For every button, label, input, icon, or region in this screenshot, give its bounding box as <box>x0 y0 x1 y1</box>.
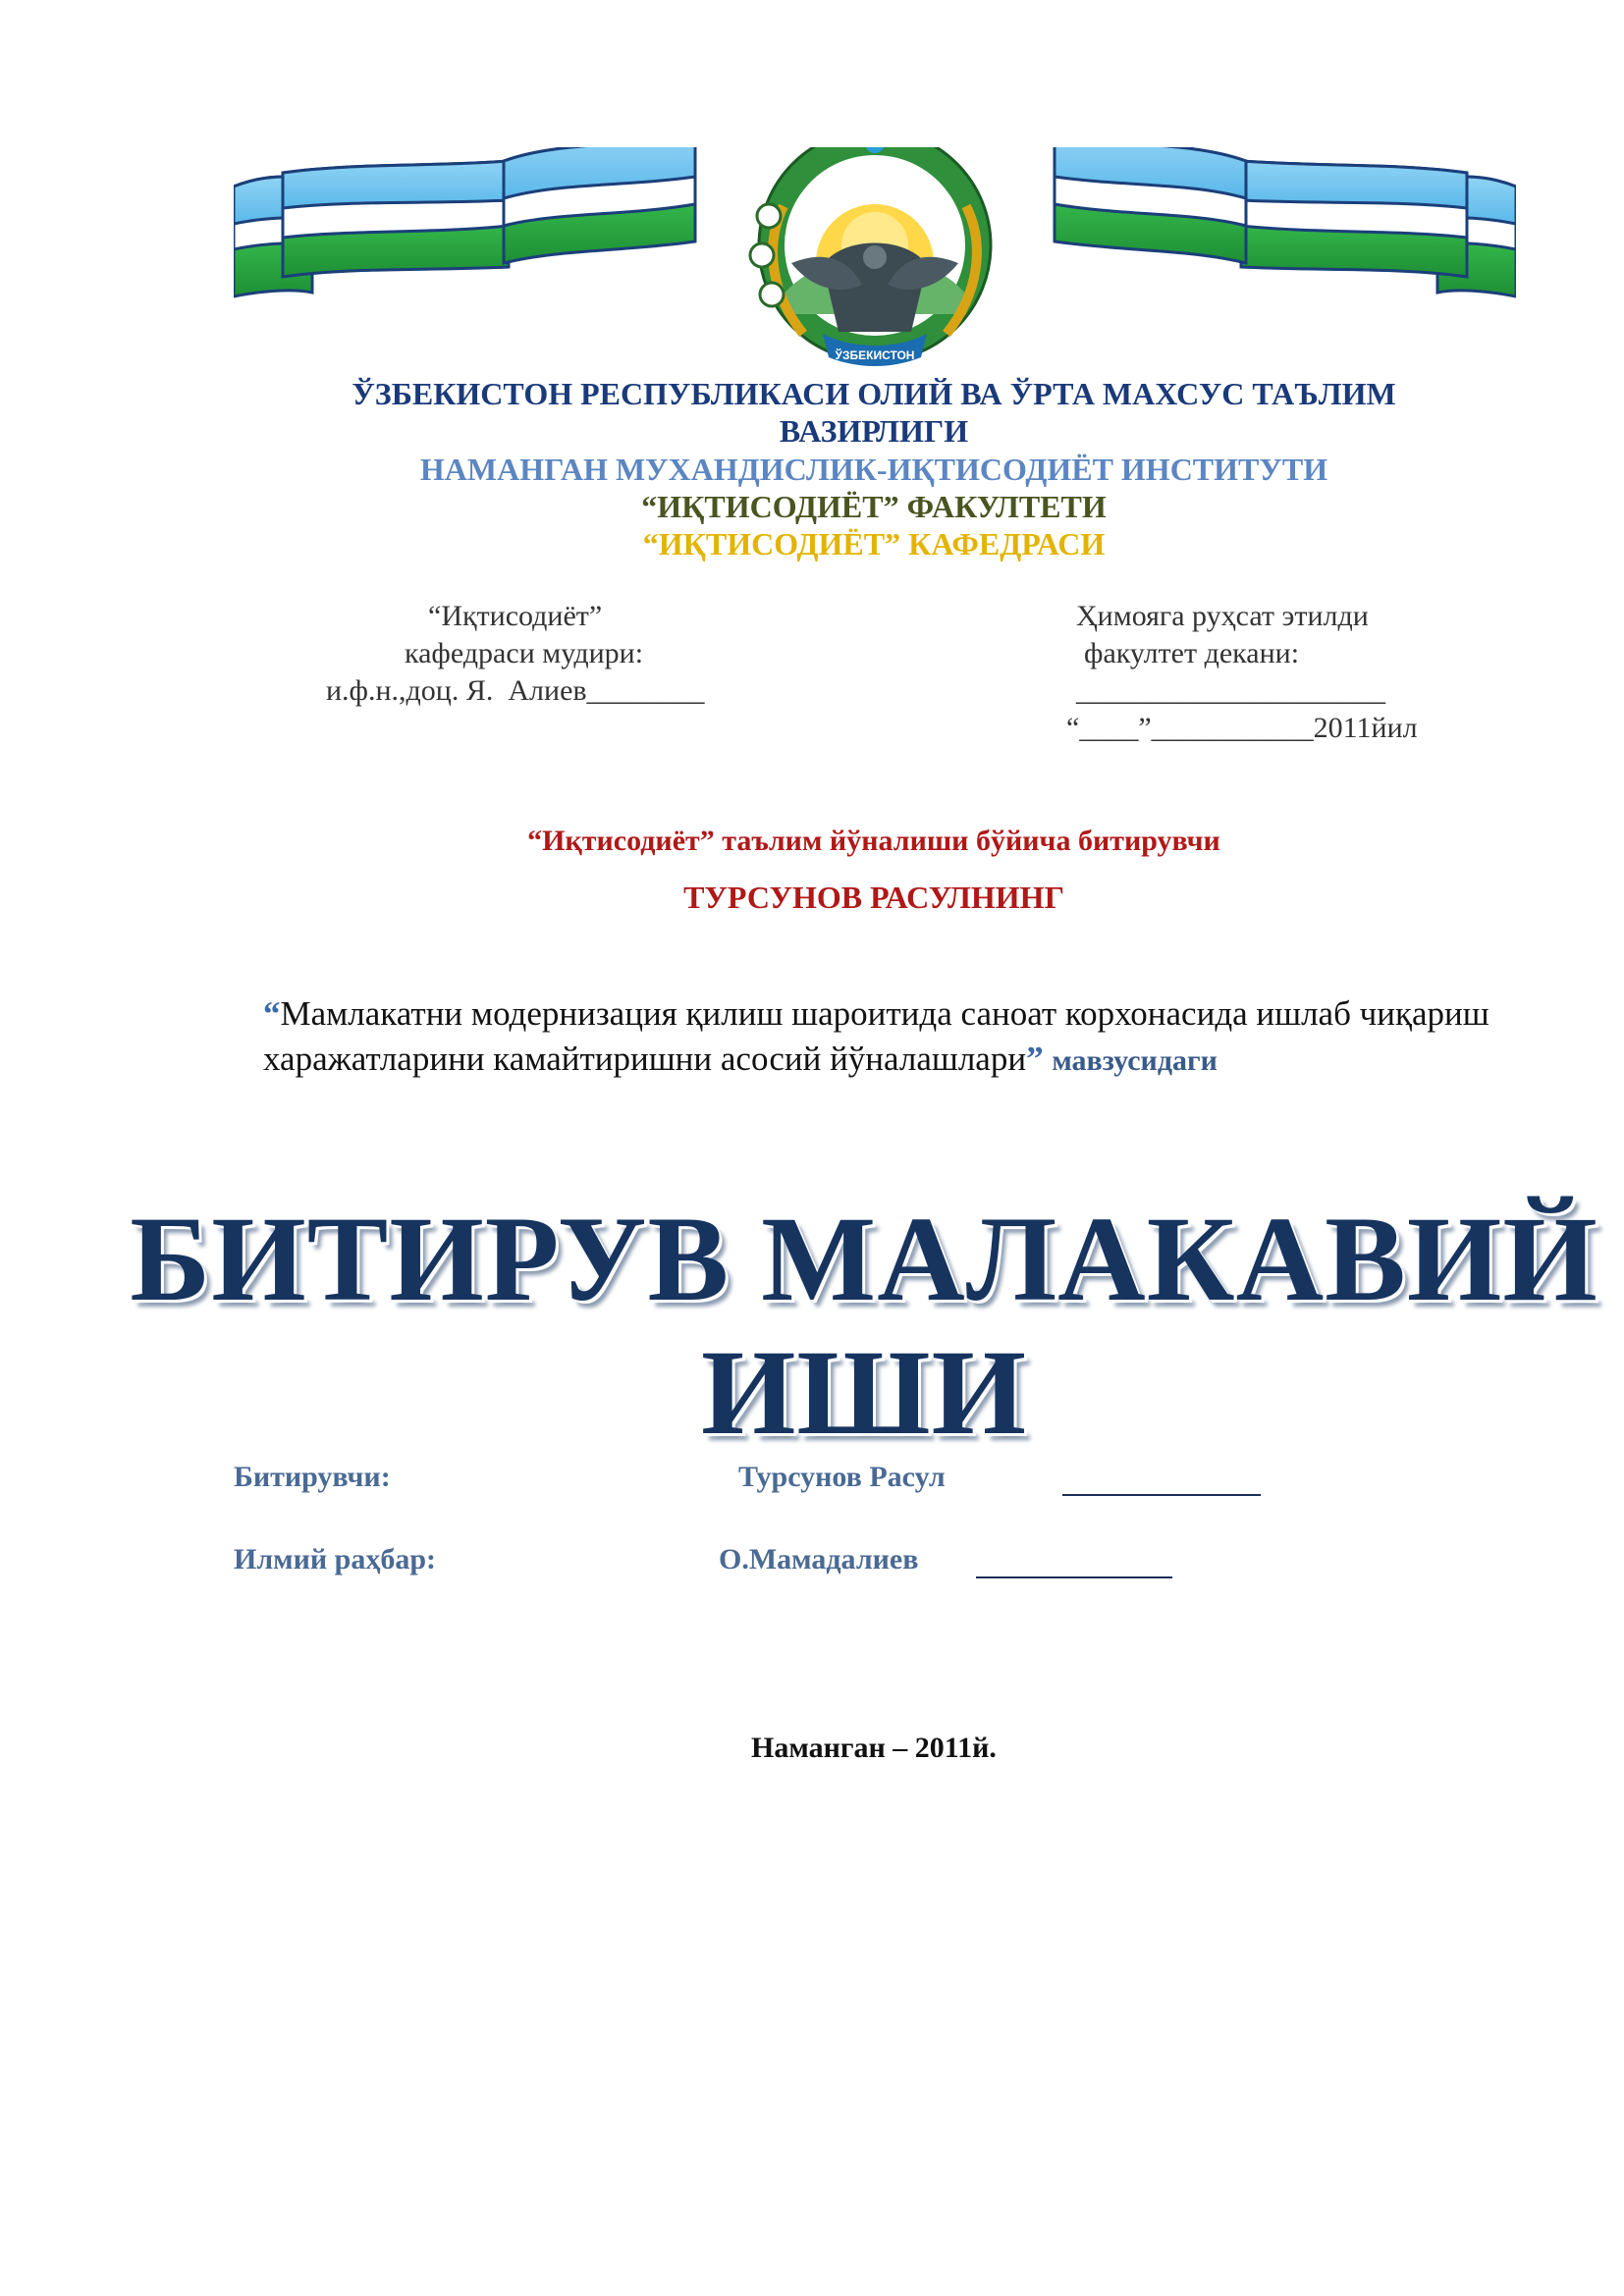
department-name: “ИҚТИСОДИЁТ” КАФЕДРАСИ <box>642 526 1106 561</box>
dean-label: факултет декани: <box>1084 637 1300 669</box>
student-name-genitive: ТУРСУНОВ РАСУЛНИНГ <box>683 880 1064 915</box>
faculty-name: “ИҚТИСОДИЁТ” ФАКУЛТЕТИ <box>641 489 1107 524</box>
supervisor-signature-line <box>976 1576 1172 1578</box>
state-emblem-banner <box>234 147 1516 371</box>
defense-permission-title: Ҳимояга руҳсат этилди <box>1076 600 1369 632</box>
head-of-department-line1: “Иқтисодиёт” <box>428 600 603 632</box>
graduate-name: Турсунов Расул <box>738 1461 946 1493</box>
graduate-signature-line <box>1062 1494 1261 1496</box>
emblem-seal <box>750 147 991 366</box>
document-title-line2: ИШИ <box>700 1325 1028 1460</box>
left-flag-ribbon <box>234 147 695 296</box>
emblem-text: ЎЗБЕКИСТОН <box>835 348 915 362</box>
topic-text: Мамлакатни модернизация қилиш шароитида саноат корхонасида ишлаб чиқариш харажатларини камайтиришни асосий йўналашлари <box>263 994 1489 1078</box>
dean-signature-line: _____________________ <box>1076 674 1385 707</box>
study-direction: “Иқтисодиёт” таълим йўналиши бўйича битирувчи <box>527 825 1220 857</box>
supervisor-label: Илмий раҳбар: <box>234 1543 437 1575</box>
thesis-topic <box>263 991 1530 1084</box>
right-flag-ribbon <box>1055 147 1516 296</box>
topic-suffix: мавзусидаги <box>1052 1044 1218 1077</box>
document-title-line1: БИТИРУВ МАЛАКАВИЙ <box>130 1192 1598 1326</box>
head-of-department-line2: кафедраси мудири: <box>405 637 644 669</box>
topic-close-quote: ” <box>1026 1040 1044 1078</box>
institute-name: НАМАНГАН МУХАНДИСЛИК-ИҚТИСОДИЁТ ИНСТИТУТИ <box>419 452 1328 487</box>
city-year: Наманган – 2011й. <box>751 1732 997 1764</box>
ministry-name: ЎЗБЕКИСТОН РЕСПУБЛИКАСИ ОЛИЙ ВА ЎРТА МАХСУС ТАЪЛИМ ВАЗИРЛИГИ <box>352 376 1396 449</box>
approval-date-line: “____”___________2011йил <box>1066 712 1418 744</box>
head-of-department-signature: и.ф.н.,доц. Я. Алиев________ <box>326 674 705 707</box>
topic-open-quote: “ <box>263 994 281 1033</box>
supervisor-name: О.Мамадалиев <box>719 1543 919 1575</box>
graduate-label: Битирувчи: <box>234 1461 391 1493</box>
